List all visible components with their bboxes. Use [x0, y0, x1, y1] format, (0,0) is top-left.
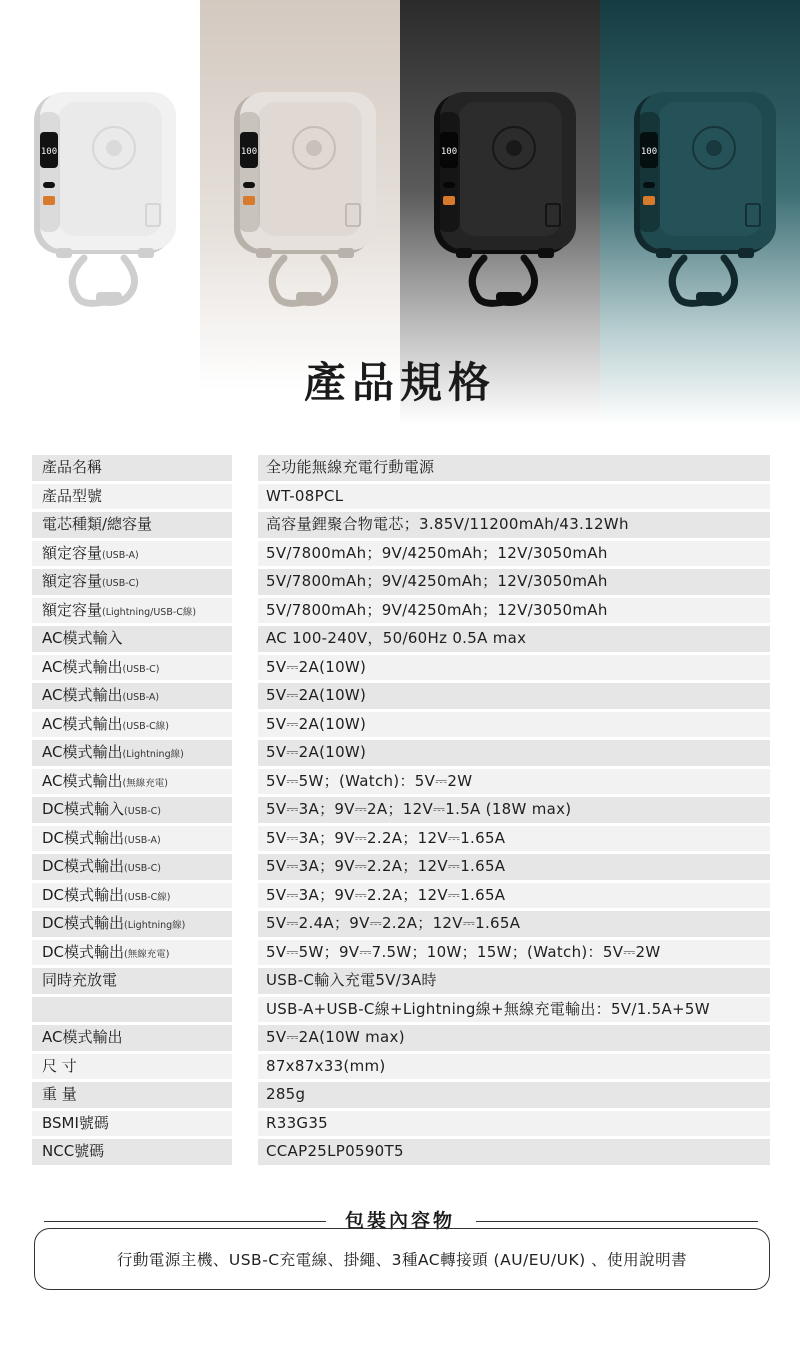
spec-value: AC 100-240V，50/60Hz 0.5A max	[258, 626, 770, 652]
spec-row	[32, 683, 770, 709]
spec-row	[32, 626, 770, 652]
spec-label	[32, 712, 232, 738]
spec-value: USB-C輸入充電5V/3A時	[258, 968, 770, 994]
spec-label-main: AC模式輸出	[42, 657, 123, 676]
spec-label-port: (USB-C)	[122, 663, 160, 675]
spec-label-main: 額定容量	[42, 600, 103, 619]
spec-label-main: DC模式輸出	[42, 828, 125, 847]
spec-value: 高容量鋰聚合物電芯；3.85V/11200mAh/43.12Wh	[258, 512, 770, 538]
spec-label	[32, 854, 232, 880]
spec-label	[32, 826, 232, 852]
spec-label-port: (無線充電)	[124, 948, 170, 960]
spec-row	[32, 655, 770, 681]
package-title: 包裝內容物	[344, 1210, 455, 1232]
spec-label-main: AC模式輸出	[42, 686, 123, 704]
spec-label	[32, 455, 232, 481]
spec-label	[32, 1111, 232, 1137]
spec-label-main: AC模式輸出	[42, 1028, 123, 1046]
spec-label	[32, 1082, 232, 1108]
spec-label-main: AC模式輸出	[42, 743, 123, 761]
spec-label-port: (USB-C線)	[124, 891, 171, 903]
spec-row	[32, 455, 770, 481]
spec-label-main: 電芯種類/總容量	[42, 515, 153, 533]
spec-value: 5V⎓3A；9V⎓2A；12V⎓1.5A (18W max)	[258, 797, 770, 823]
spec-label-main: 尺 寸	[42, 1056, 77, 1075]
spec-row	[32, 797, 770, 823]
spec-label	[32, 997, 232, 1023]
spec-label-port: (Lightning線)	[122, 749, 184, 760]
spec-label	[32, 541, 232, 567]
spec-row	[32, 484, 770, 510]
spec-label-port: (Lightning線)	[124, 920, 186, 931]
svg-text:100: 100	[640, 147, 658, 157]
spec-label-port: (USB-A)	[122, 692, 160, 703]
spec-label-main: 同時充放電	[42, 971, 118, 989]
spec-value: 5V⎓2A(10W)	[258, 740, 770, 766]
spec-label-main: BSMI號碼	[42, 1113, 109, 1132]
spec-label-main: AC模式輸出	[42, 714, 123, 733]
svg-text:100: 100	[440, 147, 458, 157]
spec-value: 全功能無線充電行動電源	[258, 455, 770, 481]
spec-value: 87x87x33(mm)	[258, 1054, 770, 1080]
power-bank-teal	[628, 88, 778, 318]
spec-row	[32, 1054, 770, 1080]
spec-label-port: (USB-C)	[102, 578, 139, 589]
spec-row	[32, 1025, 770, 1051]
spec-value: 5V⎓3A；9V⎓2.2A；12V⎓1.65A	[258, 883, 770, 909]
spec-label	[32, 883, 232, 909]
spec-row	[32, 569, 770, 595]
spec-row	[32, 968, 770, 994]
spec-label-port: (USB-C線)	[122, 720, 169, 732]
spec-label-main: NCC號碼	[42, 1142, 105, 1160]
spec-label	[32, 769, 232, 795]
package-contents: 行動電源主機、USB-C充電線、掛繩、3種AC轉接頭 (AU/EU/UK) 、使用說明書	[116, 1251, 688, 1269]
spec-label	[32, 911, 232, 937]
power-bank-beige	[228, 88, 378, 318]
spec-table	[32, 455, 770, 1168]
spec-label-port: (USB-C)	[124, 863, 162, 874]
spec-label-port: (USB-C)	[124, 806, 162, 817]
spec-value: 5V⎓5W；(Watch)：5V⎓2W	[258, 769, 770, 795]
spec-label	[32, 683, 232, 709]
spec-label-main: AC模式輸入	[42, 629, 123, 647]
spec-label-main: AC模式輸出	[42, 771, 123, 790]
spec-label	[32, 512, 232, 538]
spec-row	[32, 854, 770, 880]
spec-value: 5V/7800mAh；9V/4250mAh；12V/3050mAh	[258, 569, 770, 595]
spec-value: 285g	[258, 1082, 770, 1108]
spec-label	[32, 598, 232, 624]
spec-label	[32, 655, 232, 681]
spec-label-main: 產品名稱	[42, 458, 103, 476]
spec-row	[32, 1111, 770, 1137]
spec-value: 5V⎓3A；9V⎓2.2A；12V⎓1.65A	[258, 826, 770, 852]
spec-row	[32, 940, 770, 966]
spec-label-main: DC模式輸出	[42, 942, 125, 961]
svg-text:100: 100	[40, 147, 58, 157]
spec-label-port: (Lightning/USB-C線)	[102, 606, 197, 618]
spec-label-port: (USB-A)	[124, 834, 161, 846]
power-bank-white	[28, 88, 178, 318]
spec-label-main: DC模式輸出	[42, 885, 125, 904]
spec-label-main: DC模式輸出	[42, 857, 125, 875]
spec-label	[32, 1025, 232, 1051]
spec-label-main: DC模式輸出	[42, 914, 125, 932]
spec-row	[32, 826, 770, 852]
spec-label-main: 額定容量	[42, 572, 103, 590]
spec-value: USB-A+USB-C線+Lightning線+無線充電輸出：5V/1.5A+5W	[258, 997, 770, 1023]
svg-text:100: 100	[240, 147, 258, 157]
spec-value: 5V⎓2A(10W)	[258, 712, 770, 738]
spec-value: CCAP25LP0590T5	[258, 1139, 770, 1165]
spec-row	[32, 598, 770, 624]
spec-label	[32, 484, 232, 510]
page-title: 產品規格	[303, 358, 496, 407]
spec-row	[32, 997, 770, 1023]
spec-value: 5V⎓2.4A；9V⎓2.2A；12V⎓1.65A	[258, 911, 770, 937]
spec-row	[32, 1082, 770, 1108]
spec-label	[32, 797, 232, 823]
spec-value: 5V⎓2A(10W)	[258, 683, 770, 709]
spec-label-main: 額定容量	[42, 543, 103, 562]
hero-banner	[0, 0, 800, 425]
spec-label	[32, 940, 232, 966]
spec-row	[32, 1139, 770, 1165]
spec-value: 5V⎓2A(10W max)	[258, 1025, 770, 1051]
spec-label	[32, 1139, 232, 1165]
spec-label	[32, 740, 232, 766]
package-contents-box	[34, 1228, 770, 1290]
spec-value: 5V/7800mAh；9V/4250mAh；12V/3050mAh	[258, 541, 770, 567]
power-bank-black	[428, 88, 578, 318]
spec-value: 5V/7800mAh；9V/4250mAh；12V/3050mAh	[258, 598, 770, 624]
spec-row	[32, 541, 770, 567]
spec-value: WT-08PCL	[258, 484, 770, 510]
spec-label-main: DC模式輸入	[42, 800, 125, 818]
spec-label	[32, 1054, 232, 1080]
spec-row	[32, 769, 770, 795]
spec-row	[32, 740, 770, 766]
spec-value: 5V⎓3A；9V⎓2.2A；12V⎓1.65A	[258, 854, 770, 880]
spec-row	[32, 512, 770, 538]
spec-label	[32, 626, 232, 652]
spec-row	[32, 883, 770, 909]
spec-label	[32, 569, 232, 595]
spec-label-port: (無線充電)	[122, 777, 168, 789]
spec-value: R33G35	[258, 1111, 770, 1137]
spec-label-port: (USB-A)	[102, 549, 139, 561]
spec-row	[32, 911, 770, 937]
spec-label-main: 重 量	[42, 1085, 77, 1103]
spec-label	[32, 968, 232, 994]
spec-value: 5V⎓2A(10W)	[258, 655, 770, 681]
spec-label-main: 產品型號	[42, 486, 103, 505]
spec-value: 5V⎓5W；9V⎓7.5W；10W；15W；(Watch)：5V⎓2W	[258, 940, 770, 966]
spec-row	[32, 712, 770, 738]
